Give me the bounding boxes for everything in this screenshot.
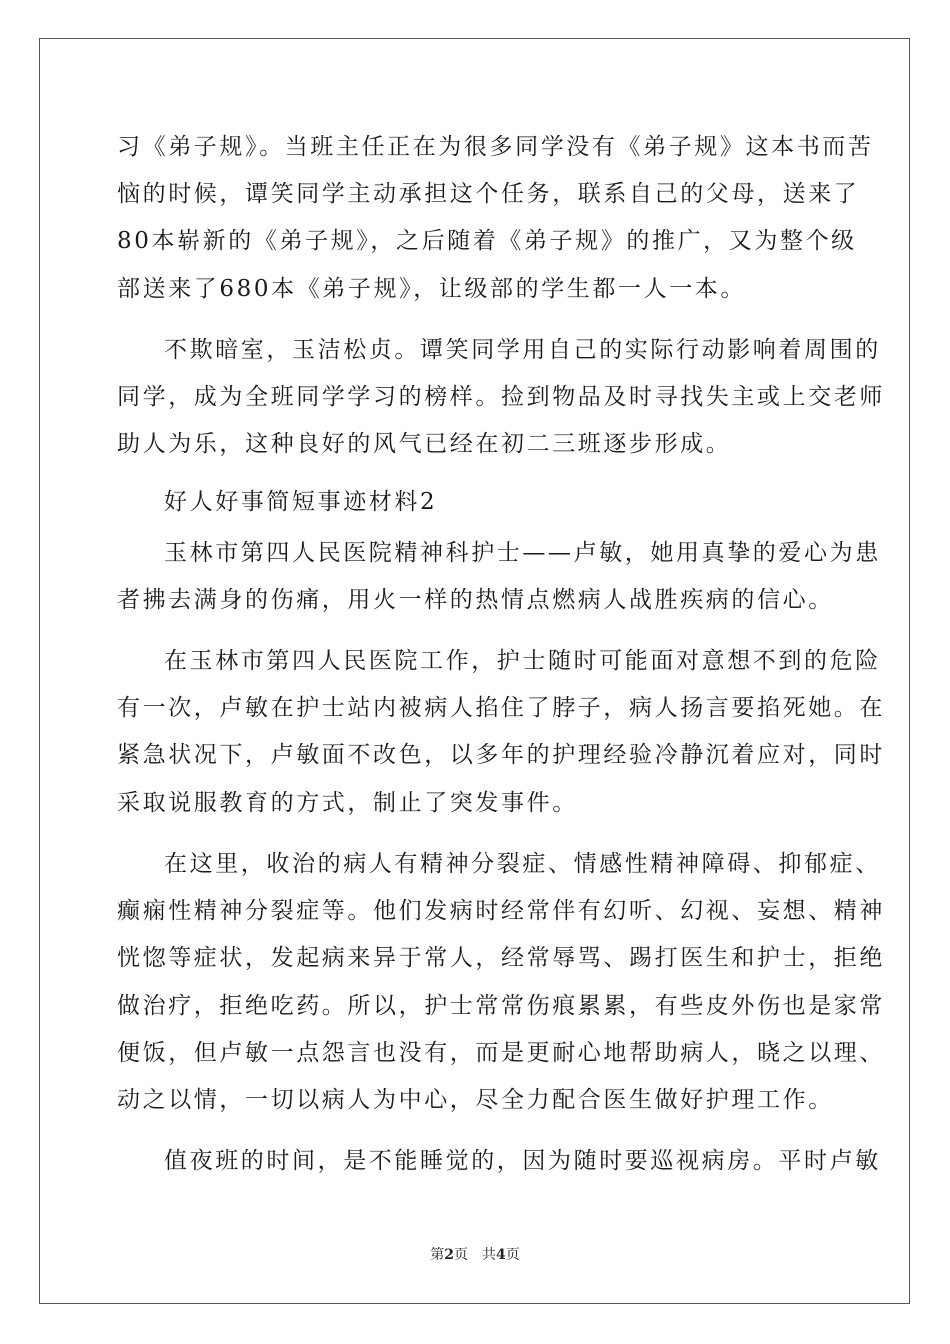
text-line: 恍惚等症状，发起病来异于常人，经常辱骂、踢打医生和护士，拒绝 xyxy=(117,945,885,971)
current-page-number: 2 xyxy=(444,1247,454,1263)
text-line: 部送来了680本《弟子规》，让级部的学生都一人一本。 xyxy=(117,276,746,302)
paragraph-first-line: 在玉林市第四人民医院工作，护士随时可能面对意想不到的危险 xyxy=(164,648,881,674)
page-mid: 页 共 xyxy=(454,1247,496,1263)
text-line: 采取说服教育的方式，制止了突发事件。 xyxy=(117,790,578,816)
page-suffix: 页 xyxy=(505,1247,520,1263)
text-line: 紧急状况下，卢敏面不改色，以多年的护理经验冷静沉着应对，同时 xyxy=(117,742,885,768)
paragraph-first-line: 不欺暗室，玉洁松贞。谭笑同学用自己的实际行动影响着周围的 xyxy=(164,337,881,363)
text-line: 做治疗，拒绝吃药。所以，护士常常伤痕累累，有些皮外伤也是家常 xyxy=(117,993,885,1019)
text-line: 习《弟子规》。当班主任正在为很多同学没有《弟子规》这本书而苦 xyxy=(117,134,874,160)
total-page-number: 4 xyxy=(496,1247,506,1263)
paragraph-first-line: 值夜班的时间，是不能睡觉的，因为随时要巡视病房。平时卢敏 xyxy=(164,1148,881,1174)
text-line: 有一次，卢敏在护士站内被病人掐住了脖子，病人扬言要掐死她。在 xyxy=(117,695,885,721)
text-line: 恼的时候，谭笑同学主动承担这个任务，联系自己的父母，送来了 xyxy=(117,181,860,207)
text-line: 者拂去满身的伤痛，用火一样的热情点燃病人战胜疾病的信心。 xyxy=(117,587,834,613)
text-line: 助人为乐，这种良好的风气已经在初二三班逐步形成。 xyxy=(117,431,732,457)
page-prefix: 第 xyxy=(430,1247,445,1263)
text-line: 80本崭新的《弟子规》，之后随着《弟子规》的推广，又为整个级 xyxy=(117,228,857,254)
page-footer xyxy=(0,1245,950,1265)
text-line: 动之以情，一切以病人为中心，尽全力配合医生做好护理工作。 xyxy=(117,1087,834,1113)
section-heading: 好人好事简短事迹材料2 xyxy=(164,489,438,515)
paragraph-first-line: 玉林市第四人民医院精神科护士——卢敏，她用真挚的爱心为患 xyxy=(164,540,881,566)
text-line: 同学，成为全班同学学习的榜样。捡到物品及时寻找失主或上交老师 xyxy=(117,384,885,410)
text-line: 癫痫性精神分裂症等。他们发病时经常伴有幻听、幻视、妄想、精神 xyxy=(117,898,885,924)
paragraph-first-line: 在这里，收治的病人有精神分裂症、情感性精神障碍、抑郁症、 xyxy=(164,851,881,877)
text-line: 便饭，但卢敏一点怨言也没有，而是更耐心地帮助病人，晓之以理、 xyxy=(117,1040,885,1066)
